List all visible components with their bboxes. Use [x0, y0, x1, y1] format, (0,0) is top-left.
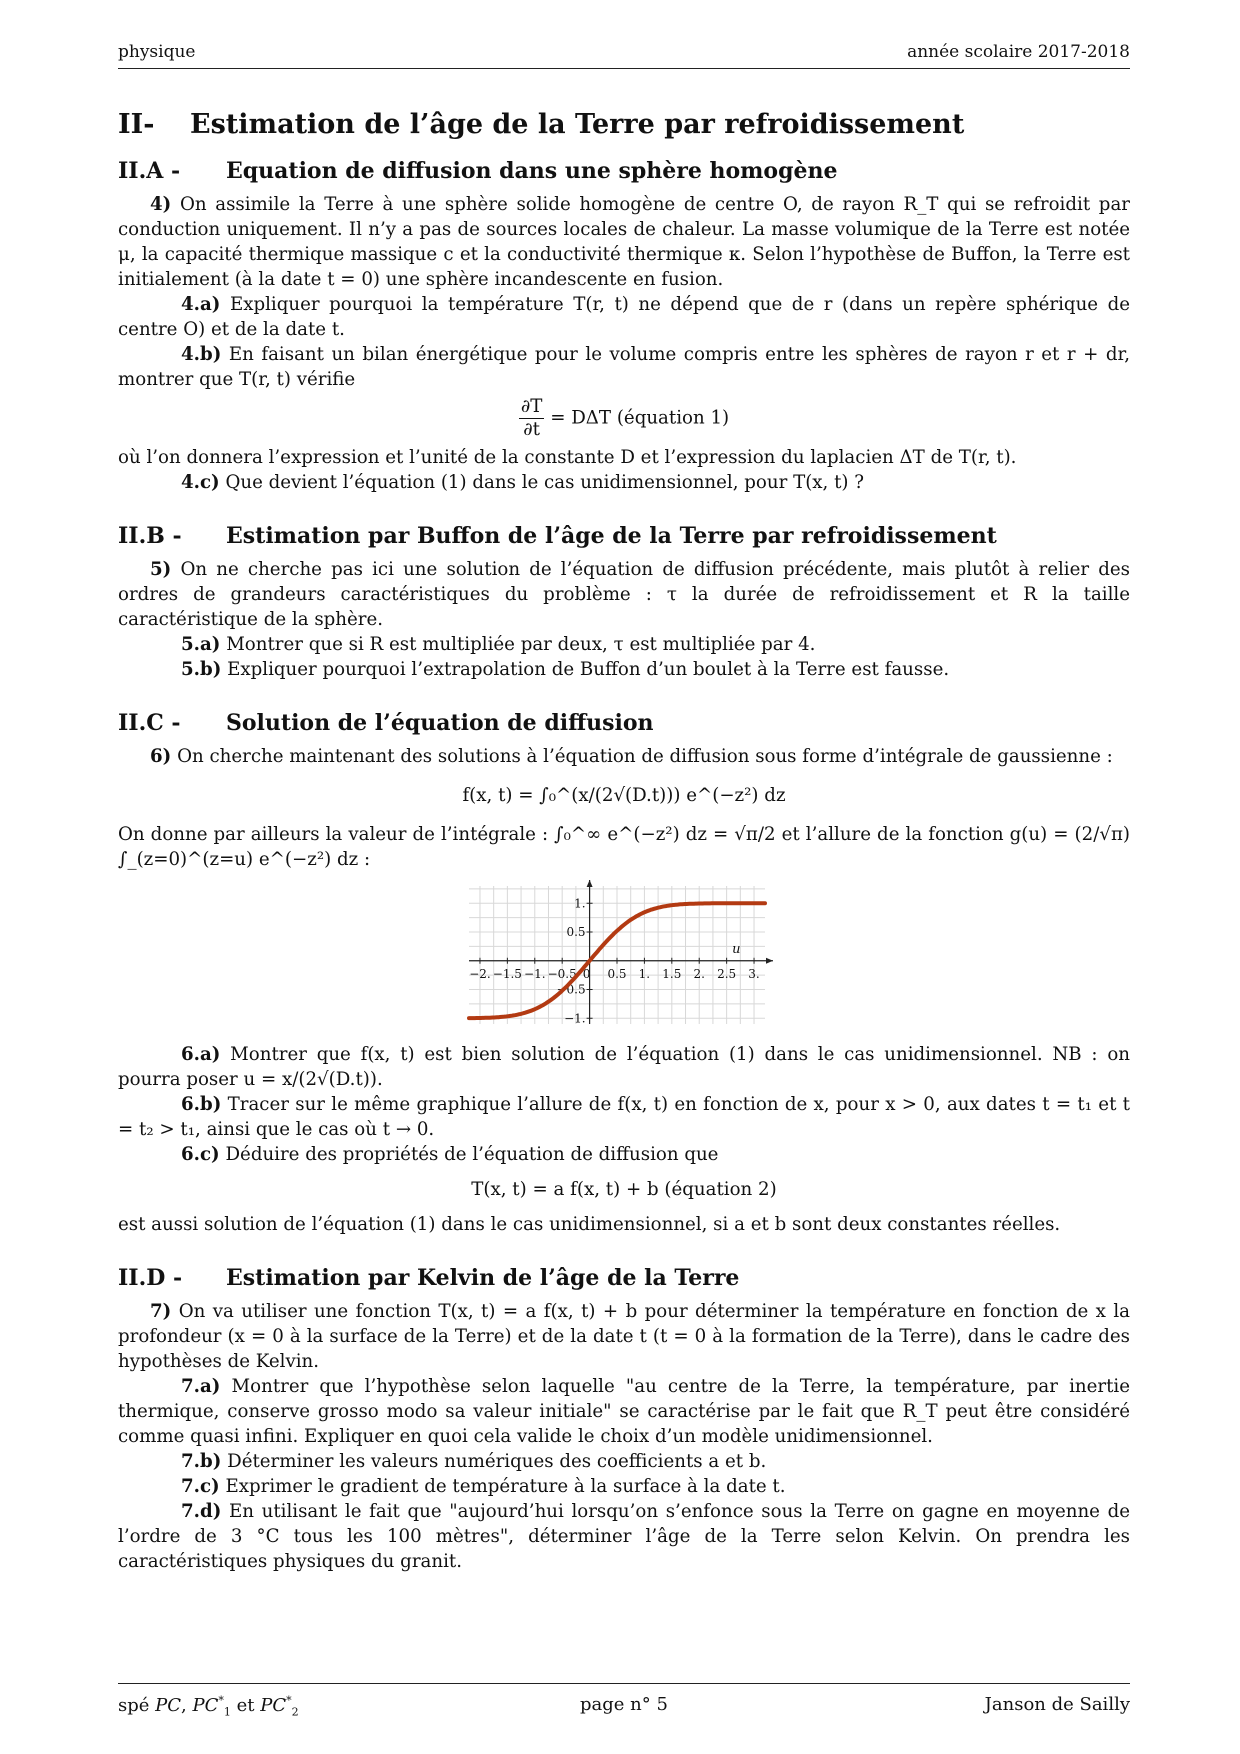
q6a-label: 6.a): [181, 1044, 221, 1065]
q5b-text: Expliquer pourquoi l’extrapolation de Buffon d’un boulet à la Terre est fausse.: [227, 659, 950, 680]
eq1-denominator: ∂t: [523, 419, 540, 440]
q4c-text: Que devient l’équation (1) dans le cas unidimensionnel, pour T(x, t) ?: [225, 472, 865, 493]
x-tick-label: 1.5: [662, 966, 682, 981]
header-year: année scolaire 2017-2018: [907, 42, 1130, 62]
section-title: [118, 108, 1130, 142]
x-axis-label: u: [732, 941, 741, 957]
x-tick-label: −1.: [524, 966, 546, 981]
erf-graph: [118, 876, 1130, 1036]
question-7: [118, 1299, 1130, 1374]
q7-label: 7): [150, 1301, 172, 1322]
main-content: [118, 108, 1130, 1574]
footer-pc2-sup: *: [286, 1694, 292, 1707]
q6a-text: Montrer que f(x, t) est bien solution de l’équation (1) dans le cas unidimensionnel. NB : on pourra poser u = x/(2√(D.t)).: [118, 1044, 1130, 1090]
header-subject: physique: [118, 42, 196, 62]
q4-text: On assimile la Terre à une sphère solide homogène de centre O, de rayon R_T qui se refroidit par conduction uniquement. Il n’y a pas de sources locales de chaleur. La masse volumique de la Terre est notée μ, la capacité thermique massique c et la conductivité thermique κ. Selon l’hypothèse de Buffon, la Terre est initialement (à la date t = 0) une sphère incandescente en fusion.: [118, 194, 1130, 290]
y-tick-label: 0.5: [566, 925, 586, 939]
footer-pc2: PC: [260, 1695, 287, 1716]
section-title-text: Estimation de l’âge de la Terre par refroidissement: [190, 109, 965, 140]
equation-f: f(x, t) = ∫₀^(x/(2√(D.t))) e^(−z²) dz: [462, 785, 786, 806]
page-header: [118, 40, 1130, 69]
x-tick-label: −1.5: [492, 966, 522, 981]
q5a-text: Montrer que si R est multipliée par deux, τ est multipliée par 4.: [226, 634, 816, 655]
q7c-text: Exprimer le gradient de température à la surface à la date t.: [225, 1476, 786, 1497]
x-tick-label: 3.: [748, 966, 760, 981]
question-6a: [118, 1042, 1130, 1092]
x-tick-label: −2.: [469, 966, 491, 981]
y-tick-label: −0.5: [556, 982, 586, 997]
footer-school: Janson de Sailly: [984, 1694, 1130, 1715]
x-axis-arrow: [766, 958, 773, 964]
given-function-g: et l’allure de la fonction g(u) = (2/√π) ∫_(z=0)^(z=u) e^(−z²) dz :: [118, 824, 1130, 870]
q4a-label: 4.a): [181, 294, 221, 315]
subsection-d-text: Estimation par Kelvin de l’âge de la Terre: [226, 1265, 740, 1291]
x-tick-label: 0.5: [607, 966, 627, 981]
question-5a: [118, 632, 1130, 657]
footer-page-number: page n° 5: [580, 1694, 668, 1715]
x-tick-label: 1.: [638, 966, 651, 981]
q6b-label: 6.b): [181, 1094, 222, 1115]
q7d-text: En utilisant le fait que "aujourd’hui lorsqu’on s’enfonce sous la Terre on gagne en moyenne de l’ordre de 3 °C tous les 100 mètres", déterminer l’âge de la Terre selon Kelvin. On prendra les caractéristiques physiques du granit.: [118, 1501, 1130, 1572]
subsection-b-number: II.B -: [118, 523, 182, 549]
eq1-fraction: [519, 396, 545, 441]
question-4: [118, 192, 1130, 292]
y-tick-label: 1.: [574, 896, 586, 911]
q4b-text: En faisant un bilan énergétique pour le volume compris entre les sphères de rayon r et r + dr, montrer que T(r, t) vérifie: [118, 344, 1130, 390]
footer-pc2-sub: 2: [291, 1705, 299, 1719]
question-4a: [118, 292, 1130, 342]
x-tick-label: 2.: [693, 966, 705, 981]
subsection-d-number: II.D -: [118, 1265, 183, 1291]
q4-label: 4): [150, 194, 172, 215]
equation-1: [118, 396, 1130, 441]
question-6: [118, 744, 1130, 769]
footer-pre: spé: [118, 1695, 156, 1716]
q6c-text: Déduire des propriétés de l’équation de diffusion que: [225, 1144, 719, 1165]
question-7c: [118, 1474, 1130, 1499]
section-number: II-: [118, 109, 155, 140]
question-4b-after: où l’on donnera l’expression et l’unité de la constante D et l’expression du laplacien ΔT de T(r, t).: [118, 447, 1017, 468]
subsection-d-title: [118, 1263, 1130, 1293]
page-footer: [118, 1683, 1130, 1726]
subsection-c-title: [118, 708, 1130, 738]
subsection-a-title: [118, 156, 1130, 186]
eq1-numerator: ∂T: [520, 396, 543, 417]
q6c-label: 6.c): [181, 1144, 220, 1165]
footer-pc1-sup: *: [218, 1694, 224, 1707]
q6-text: On cherche maintenant des solutions à l’équation de diffusion sous forme d’intégrale de gaussienne :: [177, 746, 1113, 767]
question-5: [118, 557, 1130, 632]
subsection-b-title: [118, 521, 1130, 551]
question-4c: [118, 470, 1130, 495]
subsection-c-number: II.C -: [118, 710, 181, 736]
given-integral: [118, 822, 1130, 872]
x-tick-label: 2.5: [717, 966, 737, 981]
q7b-label: 7.b): [181, 1451, 222, 1472]
q5-text: On ne cherche pas ici une solution de l’équation de diffusion précédente, mais plutôt à relier des ordres de grandeurs caractéristiques du problème : τ la durée de refroidissement et R la taille caractéristique de la sphère.: [118, 559, 1130, 630]
question-5b: [118, 657, 1130, 682]
x-tick-label: −0.5: [547, 966, 577, 981]
x-tick-label: 0: [582, 966, 591, 981]
question-4b: [118, 342, 1130, 392]
question-6c-after: est aussi solution de l’équation (1) dans le cas unidimensionnel, si a et b sont deux constantes réelles.: [118, 1214, 1061, 1235]
eq1-rhs: = DΔT (équation 1): [550, 407, 730, 429]
q6b-text: Tracer sur le même graphique l’allure de f(x, t) en fonction de x, pour x > 0, aux dates t = t₁ et t = t₂ > t₁, ainsi que le cas où t → 0.: [118, 1094, 1130, 1140]
question-6c: [118, 1142, 1130, 1167]
question-7b: [118, 1449, 1130, 1474]
question-7d: [118, 1499, 1130, 1574]
y-axis-arrow: [587, 880, 593, 887]
footer-pc: PC: [155, 1695, 182, 1716]
question-7a: [118, 1374, 1130, 1449]
q7b-text: Déterminer les valeurs numériques des coefficients a et b.: [227, 1451, 767, 1472]
q5-label: 5): [150, 559, 172, 580]
q7a-label: 7.a): [181, 1376, 221, 1397]
subsection-a-text: Equation de diffusion dans une sphère homogène: [226, 158, 838, 184]
footer-pc1: PC: [192, 1695, 219, 1716]
question-6b: [118, 1092, 1130, 1142]
q5b-label: 5.b): [181, 659, 222, 680]
q5a-label: 5.a): [181, 634, 221, 655]
q7a-text: Montrer que l’hypothèse selon laquelle "au centre de la Terre, la température, par inertie thermique, conserve grosso modo sa valeur initiale" se caractérise par le fait que R_T peut être considéré comme quasi infini. Expliquer en quoi cela valide le choix d’un modèle unidimensionnel.: [118, 1376, 1130, 1447]
footer-sep: ,: [181, 1695, 193, 1716]
q7c-label: 7.c): [181, 1476, 220, 1497]
subsection-a-number: II.A -: [118, 158, 181, 184]
footer-et: et: [230, 1695, 261, 1716]
y-tick-label: −1.: [564, 1011, 586, 1026]
q7d-label: 7.d): [181, 1501, 222, 1522]
given-integral-value: On donne par ailleurs la valeur de l’intégrale : ∫₀^∞ e^(−z²) dz = √π/2: [118, 824, 776, 845]
erf-chart-svg: [463, 876, 783, 1036]
q4c-label: 4.c): [181, 472, 220, 493]
footer-pc1-sub: 1: [223, 1705, 231, 1719]
q4a-text: Expliquer pourquoi la température T(r, t) ne dépend que de r (dans un repère sphérique de centre O) et de la date t.: [118, 294, 1130, 340]
q7-text: On va utiliser une fonction T(x, t) = a f(x, t) + b pour déterminer la température en fonction de x la profondeur (x = 0 à la surface de la Terre) et de la date t (t = 0 à la formation de la Terre), dans le cadre des hypothèses de Kelvin.: [118, 1301, 1130, 1372]
q4b-label: 4.b): [181, 344, 222, 365]
q6-label: 6): [150, 746, 172, 767]
equation-2: T(x, t) = a f(x, t) + b (équation 2): [471, 1179, 777, 1200]
subsection-c-text: Solution de l’équation de diffusion: [226, 710, 654, 736]
subsection-b-text: Estimation par Buffon de l’âge de la Terre par refroidissement: [226, 523, 997, 549]
